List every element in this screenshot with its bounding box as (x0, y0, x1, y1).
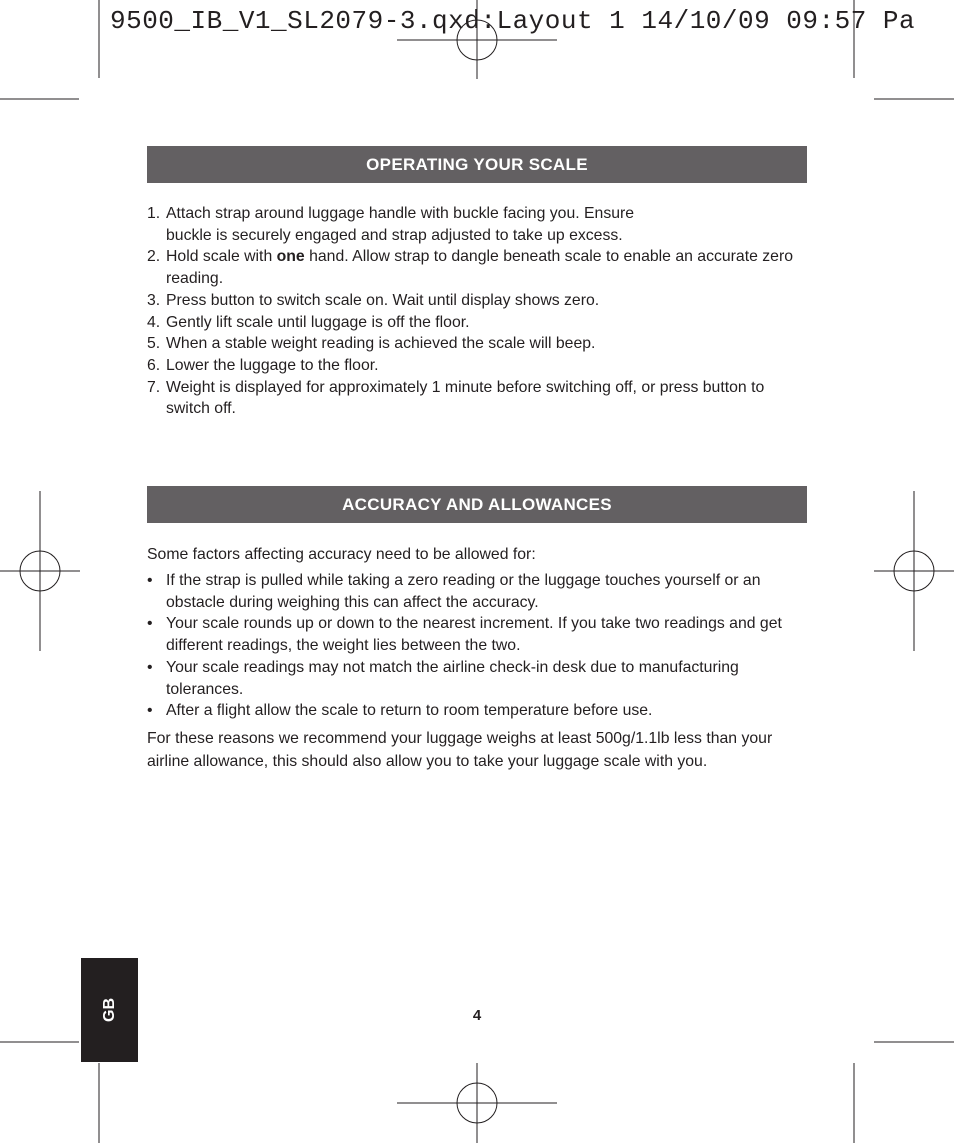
bullet-marker: • (147, 658, 153, 676)
step-number: 2. (147, 248, 161, 266)
step-item (147, 246, 811, 289)
list-item (147, 613, 811, 656)
bullet-marker: • (147, 615, 153, 633)
accuracy-factors-list (147, 570, 811, 722)
list-item (147, 700, 811, 722)
step-item (147, 355, 811, 377)
bullet-text: If the strap is pulled while taking a zero reading or the luggage touches yourself or an obstacle during weighing this can affect the accuracy. (166, 572, 761, 611)
file-slug: 9500_IB_V1_SL2079-3.qxd:Layout 1 14/10/09 09:57 Pa (110, 6, 916, 36)
step-text: Attach strap around luggage handle with buckle facing you. Ensure (166, 205, 635, 222)
step-number: 7. (147, 378, 161, 396)
language-tab (81, 958, 138, 1062)
bullet-text: Your scale readings may not match the airline check-in desk due to manufacturing tolerances. (166, 658, 739, 698)
step-text: Hold scale with (166, 248, 277, 266)
step-number: 4. (147, 313, 161, 331)
step-emphasis: one (276, 248, 305, 266)
step-item (147, 290, 811, 312)
language-tab-label: GB (100, 998, 118, 1022)
step-text: Press button to switch scale on. Wait until display shows zero. (166, 291, 600, 309)
registration-mark (457, 1083, 497, 1123)
bullet-text: Your scale rounds up or down to the nearest increment. If you take two readings and get different readings, the weight lies between the two. (166, 615, 782, 655)
section-heading-accuracy: ACCURACY AND ALLOWANCES (147, 486, 807, 523)
step-item (147, 203, 811, 246)
operating-steps-list (147, 203, 811, 420)
step-number: 5. (147, 335, 161, 353)
accuracy-intro: Some factors affecting accuracy need to be allowed for: (147, 546, 536, 563)
step-text: Gently lift scale until luggage is off the floor. (166, 313, 470, 331)
page-number: 4 (472, 1007, 482, 1024)
step-text: Weight is displayed for approximately 1 minute before switching off, or press button to switch off. (166, 378, 765, 418)
step-item (147, 312, 811, 334)
step-text-line2: buckle is securely engaged and strap adjusted to take up excess. (166, 226, 623, 244)
step-number: 3. (147, 291, 161, 309)
step-item (147, 377, 811, 420)
section-heading-operating: OPERATING YOUR SCALE (147, 146, 807, 183)
list-item (147, 657, 811, 700)
step-text: Lower the luggage to the floor. (166, 356, 379, 374)
step-text: hand. Allow strap to dangle beneath scale to enable an accurate zero reading. (166, 248, 794, 288)
bullet-marker: • (147, 702, 153, 720)
accuracy-recommendation: For these reasons we recommend your luggage weighs at least 500g/1.1lb less than your airline allowance, this should also allow you to take your luggage scale with you. (147, 730, 773, 770)
list-item (147, 570, 811, 613)
bullet-marker: • (147, 572, 153, 589)
registration-mark (894, 551, 934, 591)
step-text: When a stable weight reading is achieved the scale will beep. (166, 335, 596, 353)
bullet-text: After a flight allow the scale to return to room temperature before use. (166, 702, 653, 720)
step-item (147, 333, 811, 355)
step-number: 1. (147, 205, 161, 222)
step-number: 6. (147, 356, 161, 374)
registration-mark (20, 551, 60, 591)
